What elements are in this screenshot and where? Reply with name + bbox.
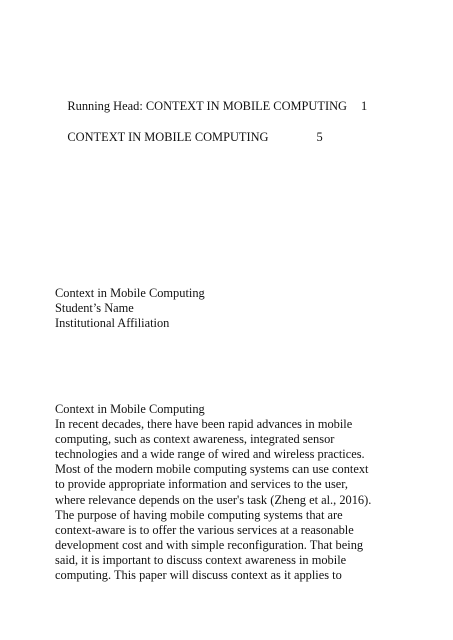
student-name: Student’s Name xyxy=(55,301,134,315)
running-head-text: Running Head: CONTEXT IN MOBILE COMPUTING xyxy=(67,99,347,113)
short-title-row xyxy=(55,115,323,160)
body-line: computing. This paper will discuss context as it applies to xyxy=(55,568,342,583)
body-line: The purpose of having mobile computing systems that are xyxy=(55,507,343,522)
body-line: context-aware is to offer the various services at a reasonable xyxy=(55,522,354,537)
body-text xyxy=(55,402,415,583)
section-heading: Context in Mobile Computing xyxy=(55,402,205,416)
body-line: where relevance depends on the user's task (Zheng et al., 2016). xyxy=(55,492,372,507)
institutional-affiliation: Institutional Affiliation xyxy=(55,316,170,330)
page-number-secondary: 5 xyxy=(316,130,323,144)
body-line: technologies and a wide range of wired and wireless practices. xyxy=(55,447,365,462)
body-line: In recent decades, there have been rapid advances in mobile xyxy=(55,417,353,432)
body-line: to provide appropriate information and services to the user, xyxy=(55,477,349,492)
paper-title: Context in Mobile Computing xyxy=(55,286,205,300)
body-line: computing, such as context awareness, integrated sensor xyxy=(55,432,335,447)
page-number: 1 xyxy=(360,99,368,113)
body-line: Most of the modern mobile computing systems can use context xyxy=(55,462,369,477)
short-title-text: CONTEXT IN MOBILE COMPUTING xyxy=(67,130,269,144)
body-line: said, it is important to discuss context awareness in mobile xyxy=(55,552,347,567)
body-line: development cost and with simple reconfiguration. That being xyxy=(55,537,364,552)
